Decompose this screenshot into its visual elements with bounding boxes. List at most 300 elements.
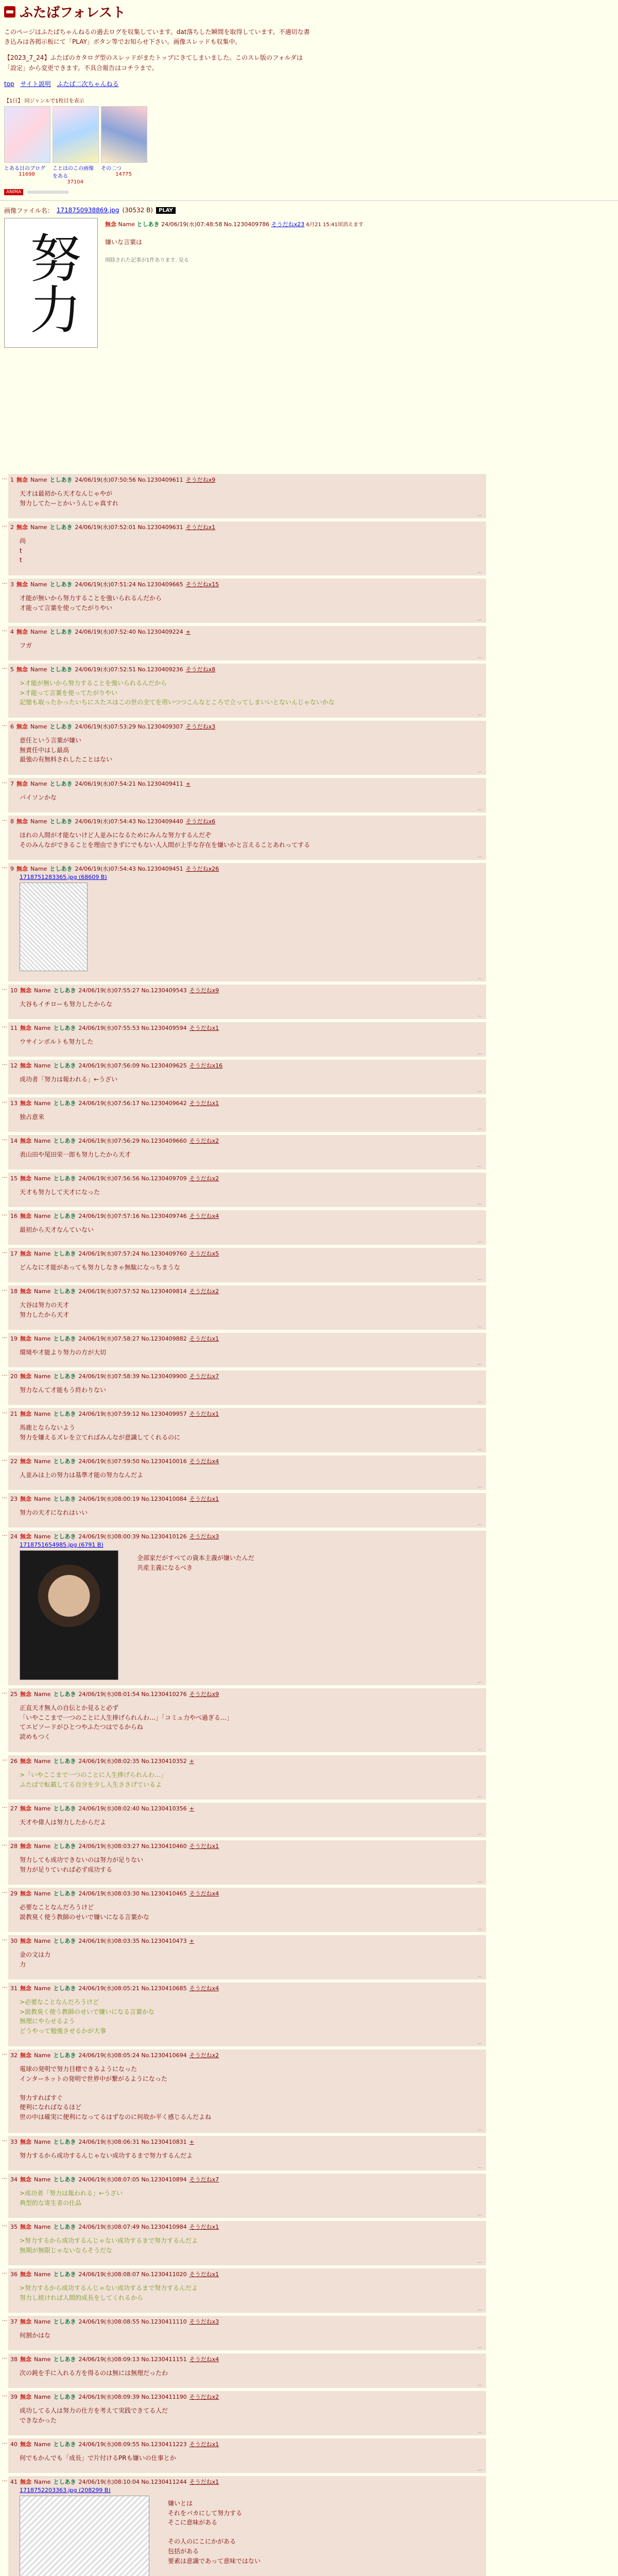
reply-datetime: 24/06/19(水)07:57:24 No.1230409760 <box>78 1250 187 1257</box>
reply-indent-marker: … <box>2 2477 7 2483</box>
reply-header <box>8 1888 486 1897</box>
reply-file-link[interactable]: 1718752203363.jpg (208299 B) <box>20 2487 111 2494</box>
reply-datetime: 24/06/19(水)07:54:43 No.1230409440 <box>75 818 183 825</box>
reply-name-label: Name <box>34 1411 51 1417</box>
reply-name: としあき <box>53 2394 76 2400</box>
soudane-button[interactable]: そうだねx4 <box>189 1890 219 1897</box>
reply-header <box>8 721 486 731</box>
op-file-info: (30532 B) <box>122 207 153 214</box>
reply-number: 12 <box>10 1062 18 1069</box>
reply-header <box>8 2438 486 2448</box>
soudane-button[interactable]: + <box>189 1805 194 1812</box>
reply-menu-icon[interactable]: ... <box>477 617 482 622</box>
soudane-button[interactable]: そうだねx15 <box>185 581 219 588</box>
reply-header <box>8 816 486 825</box>
reply-number: 20 <box>10 1373 18 1380</box>
reply-number: 41 <box>10 2479 18 2485</box>
reply-header <box>8 2476 486 2486</box>
reply-title: 無念 <box>20 1758 31 1765</box>
reply-post <box>2 1135 486 1170</box>
reply-menu-icon[interactable]: ... <box>477 2467 482 2472</box>
reply-indent-marker: … <box>2 1023 7 1029</box>
reply-title: 無念 <box>20 1175 31 1182</box>
reply-body: ほれの人間が才能ないけど人並みになるためにみんな努力するんだぞ そのみんなができることを理由できずにでもない人人間が上手な存在を嫌いかと言えることあれってする <box>20 832 311 849</box>
reply-number: 26 <box>10 1758 18 1765</box>
reply-name-label: Name <box>34 2271 51 2278</box>
ad-progress <box>27 191 68 194</box>
op-title: 無念 <box>105 221 116 228</box>
reply-menu-icon[interactable]: ... <box>477 1088 482 1093</box>
soudane-button[interactable]: そうだねx1 <box>189 1843 219 1850</box>
reply-name: としあき <box>53 2224 76 2230</box>
reply-number: 25 <box>10 1691 18 1698</box>
reply-name-label: Name <box>34 2139 51 2145</box>
reply-indent-marker: … <box>2 1136 7 1142</box>
reply-number: 28 <box>10 1843 18 1850</box>
reply-indent-marker: … <box>2 1456 7 1462</box>
reply-title: 無念 <box>16 818 28 825</box>
reply-indent-marker: … <box>2 1984 7 1989</box>
reply-post <box>2 1531 486 1685</box>
reply-title: 無念 <box>20 1890 31 1897</box>
reply-menu-icon[interactable]: ... <box>477 1926 482 1931</box>
reply-body: >努力するから成功するんじゃない成功するまで努力するんだよ 努力し続ければ人間的成長をしてくれるから <box>20 2284 198 2301</box>
reply-name: としあき <box>53 2139 76 2145</box>
reply-file-link[interactable]: 1718751654985.jpg (6791 B) <box>20 1541 104 1548</box>
reply-header <box>8 1493 486 1503</box>
reply-menu-icon[interactable]: ... <box>477 1521 482 1527</box>
reply-indent-marker: … <box>2 2317 7 2323</box>
reply-number: 7 <box>10 781 14 787</box>
reply-title: 無念 <box>16 581 28 588</box>
op-name: としあき <box>136 221 160 228</box>
reply-number: 30 <box>10 1938 18 1944</box>
catalog-item[interactable] <box>53 106 98 185</box>
op-file-link[interactable]: 1718750938869.jpg <box>56 207 119 214</box>
reply-number: 37 <box>10 2318 18 2325</box>
reply-number: 9 <box>10 866 14 872</box>
reply-post <box>2 1755 486 1800</box>
reply-header <box>8 1210 486 1220</box>
soudane-button[interactable]: そうだねx6 <box>185 818 216 825</box>
reply-post <box>2 2049 486 2133</box>
reply-menu-icon[interactable]: ... <box>477 854 482 859</box>
reply-header <box>8 1285 486 1295</box>
reply-name-label: Name <box>34 2318 51 2325</box>
reply-menu-icon[interactable]: ... <box>477 975 482 980</box>
reply-datetime: 24/06/19(水)08:05:21 No.1230410685 <box>78 1985 187 1992</box>
reply-number: 11 <box>10 1025 18 1031</box>
reply-post <box>2 2476 486 2576</box>
reply-datetime: 24/06/19(水)07:56:29 No.1230409660 <box>78 1138 187 1144</box>
soudane-button[interactable]: そうだねx9 <box>189 987 219 994</box>
reply-name-label: Name <box>34 1533 51 1540</box>
catalog-strip <box>4 96 614 195</box>
soudane-button[interactable]: そうだねx2 <box>189 1138 219 1144</box>
reply-post <box>2 2221 486 2265</box>
reply-name-label: Name <box>34 1288 51 1295</box>
reply-body: 正直天才無人の自伝とか見ると必ず 「いやここまで一つのことに人生捧げられんわ…」「コミュ力やべ過ぎる…」 てエピソードがひとつやふたつはでるからね 読めもつく <box>20 1704 233 1740</box>
op-expire: 6月21 15:41頃消えます <box>306 222 364 228</box>
soudane-button[interactable]: そうだねx8 <box>185 666 216 673</box>
soudane-button[interactable]: そうだねx3 <box>185 723 216 730</box>
reply-menu-icon[interactable]: ... <box>477 1013 482 1018</box>
reply-name: としあき <box>53 1025 76 1031</box>
reply-datetime: 24/06/19(水)08:06:31 No.1230410831 <box>78 2139 187 2145</box>
reply-body: >必要なことなんだろうけど >説教臭く使う教師のせいで嫌いになる言葉かな 無理にやらせるよう どうやって勉強させるかが大事 <box>20 1998 155 2035</box>
soudane-button[interactable]: そうだねx1 <box>189 2441 219 2448</box>
reply-name-label: Name <box>34 2479 51 2485</box>
reply-image[interactable] <box>20 883 88 971</box>
reply-title: 無念 <box>20 1250 31 1257</box>
op-soudane-button[interactable]: そうだねx23 <box>271 221 305 228</box>
reply-menu-icon[interactable]: ... <box>477 654 482 659</box>
reply-name: としあき <box>53 1288 76 1295</box>
reply-title: 無念 <box>20 1691 31 1698</box>
reply-menu-icon[interactable]: ... <box>477 1679 482 1684</box>
reply-title: 無念 <box>16 524 28 531</box>
reply-indent-marker: … <box>2 2392 7 2398</box>
soudane-button[interactable]: + <box>189 2139 194 2145</box>
op-image-text: 努力 <box>21 231 81 334</box>
play-button[interactable]: PLAY <box>156 207 176 214</box>
reply-header <box>8 1022 486 1032</box>
reply-menu-icon[interactable]: ... <box>477 1050 482 1056</box>
nav-link-about[interactable]: サイト説明 <box>20 80 51 88</box>
reply-name-label: Name <box>34 1843 51 1850</box>
catalog-thumbnail[interactable] <box>101 106 147 163</box>
reply-menu-icon[interactable]: ... <box>477 1276 482 1281</box>
reply-name: としあき <box>53 1533 76 1540</box>
reply-name-label: Name <box>34 1138 51 1144</box>
reply-header <box>8 1688 486 1698</box>
reply-title: 無念 <box>20 1458 31 1465</box>
soudane-button[interactable]: そうだねx1 <box>185 524 216 531</box>
catalog-thumbnail[interactable] <box>53 106 99 163</box>
reply-name-label: Name <box>30 723 47 730</box>
reply-header <box>8 1333 486 1343</box>
reply-indent-marker: … <box>2 1211 7 1217</box>
soudane-button[interactable]: そうだねx9 <box>189 1691 219 1698</box>
reply-body: 努力の天才になれはいい <box>20 1509 88 1516</box>
reply-name: としあき <box>53 2479 76 2485</box>
reply-post <box>2 985 486 1019</box>
reply-title: 無念 <box>20 2394 31 2400</box>
reply-menu-icon[interactable]: ... <box>477 711 482 717</box>
reply-number: 36 <box>10 2271 18 2278</box>
reply-title: 無念 <box>16 666 28 673</box>
reply-number: 14 <box>10 1138 18 1144</box>
reply-menu-icon[interactable]: ... <box>477 1831 482 1836</box>
reply-post <box>2 2391 486 2435</box>
reply-menu-icon[interactable]: ... <box>477 569 482 574</box>
soudane-button[interactable]: そうだねx4 <box>189 2356 219 2363</box>
soudane-button[interactable]: そうだねx4 <box>189 1213 219 1219</box>
reply-menu-icon[interactable]: ... <box>477 1126 482 1131</box>
soudane-button[interactable]: そうだねx7 <box>189 2176 219 2183</box>
reply-number: 24 <box>10 1533 18 1540</box>
file-label: 画像ファイル名： <box>4 207 54 214</box>
catalog-link[interactable]: ことはのこの画像をある <box>53 165 94 179</box>
reply-body: どんなに才能があっても努力しなきゃ無駄になっちまうな <box>20 1264 180 1271</box>
reply-name-label: Name <box>34 1496 51 1502</box>
reply-header <box>8 778 486 788</box>
site-logo-icon[interactable] <box>4 6 15 18</box>
reply-menu-icon[interactable]: ... <box>477 806 482 811</box>
reply-body: 天才や偉人は努力したからだよ <box>20 1819 107 1826</box>
reply-name-label: Name <box>34 2356 51 2363</box>
reply-name-label: Name <box>34 1985 51 1992</box>
soudane-button[interactable]: + <box>185 629 191 635</box>
reply-number: 32 <box>10 2052 18 2059</box>
reply-post <box>2 1408 486 1452</box>
reply-name-label: Name <box>34 1062 51 1069</box>
reply-body: 人並みは上の努力は基準才能の努力なんだよ <box>20 1471 144 1479</box>
reply-post <box>2 2438 486 2473</box>
reply-number: 34 <box>10 2176 18 2183</box>
reply-indent-marker: … <box>2 2137 7 2143</box>
reply-datetime: 24/06/19(水)07:52:01 No.1230409631 <box>75 524 183 531</box>
reply-menu-icon[interactable]: ... <box>477 1361 482 1366</box>
soudane-button[interactable]: そうだねx16 <box>189 1062 223 1069</box>
soudane-button[interactable]: そうだねx9 <box>185 477 216 483</box>
reply-menu-icon[interactable]: ... <box>477 1878 482 1884</box>
reply-menu-icon[interactable]: ... <box>477 2164 482 2170</box>
reply-indent-marker: … <box>2 2269 7 2275</box>
reply-name: としあき <box>53 1496 76 1502</box>
reply-indent-marker: … <box>2 817 7 822</box>
reply-body: 表山田や尾田栄一郎も努力したから天才 <box>20 1151 131 1158</box>
reply-title: 無念 <box>20 1938 31 1944</box>
reply-menu-icon[interactable]: ... <box>477 2429 482 2434</box>
reply-header <box>8 2353 486 2363</box>
reply-indent-marker: … <box>2 1409 7 1415</box>
reply-title: 無念 <box>16 866 28 872</box>
reply-datetime: 24/06/19(水)08:03:27 No.1230410460 <box>78 1843 187 1850</box>
soudane-button[interactable]: そうだねx4 <box>189 1458 219 1465</box>
reply-indent-marker: … <box>2 2222 7 2228</box>
reply-header <box>8 1060 486 1070</box>
soudane-button[interactable]: そうだねx3 <box>189 1533 219 1540</box>
reply-indent-marker: … <box>2 2050 7 2056</box>
reply-body: 努力しても成功できないのは努力が足りない 努力が足りていれば必ず成功する <box>20 1856 144 1873</box>
soudane-button[interactable]: そうだねx3 <box>189 2318 219 2325</box>
reply-post <box>2 1173 486 1207</box>
intro-paragraph-2: 【2023_7_24】ふたばのカタログ型のスレッドがまたトップにきてしまいました。このスレ版のフォルダは「設定」から変更できます。不具合報告はコチラまで。 <box>4 54 303 72</box>
reply-datetime: 24/06/19(水)08:08:55 No.1230411110 <box>78 2318 187 2325</box>
reply-body: パイソンかな <box>20 794 57 801</box>
reply-title: 無念 <box>20 1062 31 1069</box>
catalog-thumbnail[interactable] <box>4 106 50 163</box>
reply-post <box>2 2174 486 2218</box>
reply-menu-icon[interactable]: ... <box>477 1324 482 1329</box>
reply-file-link[interactable]: 1718751283365.jpg (68609 B) <box>20 874 107 880</box>
reply-menu-icon[interactable]: ... <box>477 1484 482 1489</box>
soudane-button[interactable]: + <box>189 1758 194 1765</box>
reply-name: としあき <box>53 1890 76 1897</box>
reply-datetime: 24/06/19(水)07:53:29 No.1230409307 <box>75 723 183 730</box>
reply-menu-icon[interactable]: ... <box>477 2040 482 2045</box>
reply-body: >努力するから成功するんじゃない成功するまで努力するんだよ 無期が無限じゃないならそうだな <box>20 2237 198 2254</box>
reply-indent-marker: … <box>2 2354 7 2360</box>
reply-body: 金の文は力 力 <box>20 1951 51 1968</box>
divider <box>0 200 618 201</box>
soudane-button[interactable]: + <box>185 781 191 787</box>
reply-menu-icon[interactable]: ... <box>477 2127 482 2132</box>
reply-name-label: Name <box>34 2052 51 2059</box>
reply-indent-marker: … <box>2 2439 7 2445</box>
reply-body <box>95 880 106 971</box>
nav-link-top[interactable]: top <box>4 80 14 88</box>
reply-header <box>8 521 486 531</box>
reply-name: としあき <box>53 2176 76 2183</box>
soudane-button[interactable]: そうだねx1 <box>189 1100 219 1107</box>
reply-menu-icon[interactable]: ... <box>477 1399 482 1404</box>
reply-title: 無念 <box>20 1843 31 1850</box>
reply-indent-marker: … <box>2 1061 7 1066</box>
nav-link-futaba[interactable]: ふたば二次ちゃんねる <box>57 80 119 88</box>
reply-title: 無念 <box>20 1288 31 1295</box>
reply-header <box>8 985 486 994</box>
reply-post <box>2 1022 486 1057</box>
reply-datetime: 24/06/19(水)07:58:27 No.1230409882 <box>78 1335 187 1342</box>
reply-name: としあき <box>53 2441 76 2448</box>
reply-title: 無念 <box>20 1533 31 1540</box>
reply-menu-icon[interactable]: ... <box>477 2212 482 2217</box>
soudane-button[interactable]: そうだねx2 <box>189 2394 219 2400</box>
soudane-button[interactable]: そうだねx1 <box>189 1025 219 1031</box>
reply-header <box>8 2221 486 2231</box>
reply-body: >「いやここまで一つのことに人生捧げられんわ…」 ふたばで転載してる自分を少し人生ささげているよ <box>20 1771 167 1788</box>
reply-header <box>8 1370 486 1380</box>
reply-datetime: 24/06/19(水)07:54:21 No.1230409411 <box>75 781 183 787</box>
reply-header <box>8 1173 486 1182</box>
soudane-button[interactable]: そうだねx2 <box>189 1288 219 1295</box>
catalog-link[interactable]: その二つ <box>101 165 122 172</box>
reply-datetime: 24/06/19(水)08:09:55 No.1230411223 <box>78 2441 187 2448</box>
soudane-button[interactable]: そうだねx1 <box>189 1335 219 1342</box>
reply-title: 無念 <box>20 2441 31 2448</box>
reply-header <box>8 1803 486 1812</box>
reply-header <box>8 2174 486 2183</box>
soudane-button[interactable]: そうだねx1 <box>189 1496 219 1502</box>
site-title[interactable]: ふたばフォレスト <box>20 5 126 21</box>
intro-paragraph-1: このページはふたばちゃんねるの過去ログを収集しています。dat落ちした瞬間を取得しています。不適切な書き込みは各掲示板にて「PLAY」ボタン等でお知らせ下さい。画像スレッドも収集中。 <box>4 28 310 46</box>
reply-name: としあき <box>53 1138 76 1144</box>
reply-post <box>2 1935 486 1979</box>
reply-indent-marker: … <box>2 986 7 991</box>
reply-menu-icon[interactable]: ... <box>477 512 482 517</box>
reply-menu-icon[interactable]: ... <box>477 1201 482 1206</box>
soudane-button[interactable]: そうだねx26 <box>185 866 219 872</box>
reply-datetime: 24/06/19(水)07:59:12 No.1230409957 <box>78 1411 187 1417</box>
soudane-button[interactable]: そうだねx1 <box>189 1411 219 1417</box>
reply-body: >成功者「努力は報われる」←うざい 典型的な寄生者の仕品 <box>20 2190 123 2207</box>
op-image[interactable] <box>4 218 98 348</box>
reply-body: 成功してる人は努力の仕方を考えて実践できてる人だ できなかった <box>20 2407 168 2424</box>
reply-header <box>8 2391 486 2401</box>
reply-menu-icon[interactable]: ... <box>477 1973 482 1978</box>
reply-indent-marker: … <box>2 2175 7 2180</box>
reply-header <box>8 1982 486 1992</box>
soudane-button[interactable]: そうだねx1 <box>189 2271 219 2278</box>
reply-post <box>2 626 486 660</box>
soudane-button[interactable]: そうだねx4 <box>189 1985 219 1992</box>
reply-name-label: Name <box>30 781 47 787</box>
reply-datetime: 24/06/19(水)08:07:49 No.1230410984 <box>78 2224 187 2230</box>
reply-post <box>2 1688 486 1752</box>
reply-indent-marker: … <box>2 522 7 528</box>
catalog-item[interactable] <box>4 106 49 185</box>
reply-menu-icon[interactable]: ... <box>477 1239 482 1244</box>
reply-datetime: 24/06/19(水)07:56:09 No.1230409625 <box>78 1062 187 1069</box>
reply-image[interactable] <box>20 1550 118 1680</box>
reply-name: としあき <box>53 1458 76 1465</box>
reply-menu-icon[interactable]: ... <box>477 2307 482 2312</box>
reply-menu-icon[interactable]: ... <box>477 2344 482 2349</box>
nav-links <box>4 79 614 88</box>
reply-header <box>8 1097 486 1107</box>
op-body-text: 嫌いな言葉は <box>105 238 143 246</box>
soudane-button[interactable]: + <box>189 1938 194 1944</box>
reply-number: 35 <box>10 2224 18 2230</box>
reply-post <box>2 1210 486 1245</box>
reply-indent-marker: … <box>2 864 7 870</box>
op-deleted-notice: 削除された記事が1件あります. 見る <box>105 257 189 263</box>
reply-menu-icon[interactable]: ... <box>477 2382 482 2387</box>
reply-image[interactable] <box>20 2496 149 2576</box>
reply-body: 努力するから成功するんじゃない成功するまで努力するんだよ <box>20 2152 193 2159</box>
reply-name: としあき <box>53 2271 76 2278</box>
catalog-link[interactable]: とある日のブログ <box>4 165 45 172</box>
reply-name: としあき <box>53 1985 76 1992</box>
reply-datetime: 24/06/19(水)07:56:56 No.1230409709 <box>78 1175 187 1182</box>
soudane-button[interactable]: そうだねx5 <box>189 1250 219 1257</box>
soudane-button[interactable]: そうだねx1 <box>189 2224 219 2230</box>
reply-name-label: Name <box>34 1213 51 1219</box>
soudane-button[interactable]: そうだねx1 <box>189 2479 219 2485</box>
reply-post <box>2 863 486 981</box>
reply-name: としあき <box>53 1805 76 1812</box>
reply-name: としあき <box>53 1691 76 1698</box>
ad-bar[interactable] <box>4 189 614 195</box>
soudane-button[interactable]: そうだねx7 <box>189 1373 219 1380</box>
reply-body: >才能が無いから努力することを強いられるんだから >才能って言葉を使ってたがりやい 記憶も取ったかったいちにスたスはこの世の全てを用いつつこんなところで立ってしまいいとないんじゃないかな <box>20 680 335 706</box>
reply-header <box>8 1135 486 1145</box>
reply-datetime: 24/06/19(水)07:55:27 No.1230409543 <box>78 987 187 994</box>
reply-menu-icon[interactable]: ... <box>477 1446 482 1451</box>
reply-datetime: 24/06/19(水)08:09:13 No.1230411151 <box>78 2356 187 2363</box>
reply-name-label: Name <box>34 987 51 994</box>
reply-post <box>2 1840 486 1885</box>
soudane-button[interactable]: そうだねx2 <box>189 1175 219 1182</box>
soudane-button[interactable]: そうだねx2 <box>189 2052 219 2059</box>
reply-number: 13 <box>10 1100 18 1107</box>
reply-menu-icon[interactable]: ... <box>477 2259 482 2264</box>
reply-body: 次の鈍を手に入れる方を得るのは無には無理だったわ <box>20 2369 168 2377</box>
reply-post <box>2 1060 486 1094</box>
reply-menu-icon[interactable]: ... <box>477 1746 482 1751</box>
reply-menu-icon[interactable]: ... <box>477 769 482 774</box>
reply-menu-icon[interactable]: ... <box>477 1163 482 1168</box>
catalog-item[interactable] <box>101 106 146 185</box>
reply-menu-icon[interactable]: ... <box>477 1793 482 1799</box>
reply-name: としあき <box>49 781 73 787</box>
reply-title: 無念 <box>16 629 28 635</box>
ad-badge[interactable]: ANIMA <box>4 189 23 195</box>
reply-number: 29 <box>10 1890 18 1897</box>
reply-title: 無念 <box>20 1496 31 1502</box>
